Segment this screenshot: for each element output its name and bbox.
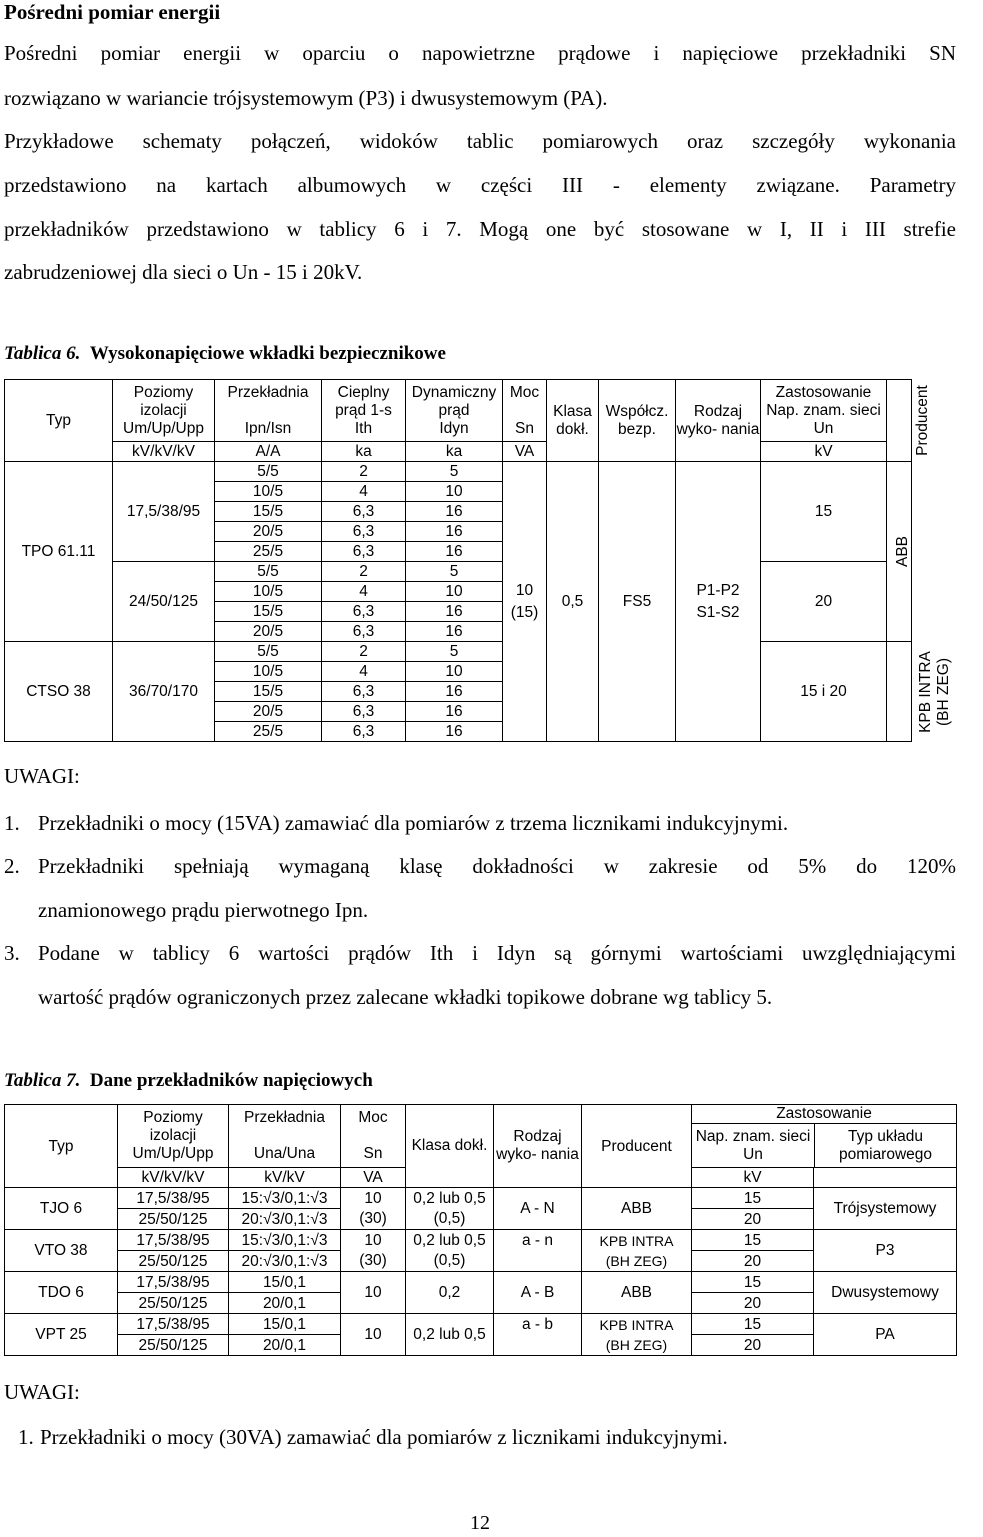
- t6-unit: kV/kV/kV: [113, 442, 215, 462]
- t6-header-typ: Typ: [5, 380, 113, 462]
- t7-producent: KPB INTRA (BH ZEG): [582, 1314, 692, 1356]
- t6-ith: 2: [322, 562, 406, 582]
- t7-un: 15: [692, 1314, 814, 1335]
- t6-unit: VA: [503, 442, 547, 462]
- note-text: wartość prądów ograniczonych przez zalecane wkładki topikowe dobrane wg tablicy 5.: [38, 985, 773, 1009]
- t6-level: 24/50/125: [113, 562, 215, 642]
- t6-voltage: 15: [761, 462, 887, 562]
- note-number: 1.: [4, 811, 20, 835]
- t7-header-nap: Nap. znam. sieci Un: [692, 1124, 815, 1167]
- t6-ith: 6,3: [322, 542, 406, 562]
- t7-ratio: 20/0,1: [229, 1293, 341, 1314]
- t7-level: 17,5/38/95: [118, 1188, 229, 1209]
- table7-caption-label: Tablica 7.: [4, 1070, 81, 1091]
- t6-idyn: 16: [406, 702, 503, 722]
- t7-level: 25/50/125: [118, 1209, 229, 1230]
- t6-type: TPO 61.11: [5, 462, 113, 642]
- t6-ratio: 10/5: [215, 662, 322, 682]
- intro-line: Przykładowe schematy połączeń, widoków tablic pomiarowych oraz szczegóły wykonania: [4, 129, 956, 153]
- t6-ith: 6,3: [322, 682, 406, 702]
- t7-rodzaj: a - n: [494, 1230, 582, 1272]
- t6-ith: 2: [322, 462, 406, 482]
- t6-type: CTSO 38: [5, 642, 113, 742]
- t7-ratio: 20:√3/0,1:√3: [229, 1209, 341, 1230]
- t6-header-nap: Nap. znam. sieci: [766, 401, 881, 419]
- t6-header-moc-sym: Sn: [515, 419, 534, 437]
- t7-moc: 10: [341, 1230, 406, 1251]
- t6-header-klasa: Klasa dokł.: [547, 380, 599, 462]
- t6-idyn: 10: [406, 582, 503, 602]
- page-heading: Pośredni pomiar energii: [4, 0, 221, 24]
- t7-un: 15: [692, 1188, 814, 1209]
- t6-header-cieplny-sym: Ith: [354, 419, 373, 437]
- t6-ratio: 5/5: [215, 462, 322, 482]
- t6-idyn: 5: [406, 642, 503, 662]
- t6-unit: ka: [322, 442, 406, 462]
- t7-producent: ABB: [582, 1188, 692, 1230]
- t7-header-rodzaj: Rodzaj wyko- nania: [494, 1105, 582, 1188]
- t7-ratio: 15/0,1: [229, 1314, 341, 1335]
- t7-type: TDO 6: [5, 1272, 118, 1314]
- t6-ratio: 20/5: [215, 522, 322, 542]
- t7-system: P3: [814, 1230, 957, 1272]
- t7-system: Dwusystemowy: [814, 1272, 957, 1314]
- t6-idyn: 16: [406, 622, 503, 642]
- t6-unit: ka: [406, 442, 503, 462]
- t7-ratio: 15:√3/0,1:√3: [229, 1188, 341, 1209]
- t7-unit: VA: [341, 1168, 406, 1188]
- t6-idyn: 16: [406, 502, 503, 522]
- t6-header-przekladnia-sym: Ipn/Isn: [244, 419, 292, 437]
- note-number: 2.: [4, 854, 20, 878]
- intro-line: zabrudzeniowej dla sieci o Un - 15 i 20kV.: [4, 260, 363, 284]
- t6-idyn: 16: [406, 722, 503, 742]
- t7-level: 25/50/125: [118, 1251, 229, 1272]
- t6-header-zastosowanie: Zastosowanie Nap. znam. sieci Un: [761, 380, 887, 442]
- t6-idyn: 16: [406, 602, 503, 622]
- notes7-title: UWAGI:: [4, 1380, 80, 1404]
- t7-producent: ABB: [582, 1272, 692, 1314]
- t7-unit-empty: [814, 1168, 957, 1188]
- t6-ith: 6,3: [322, 522, 406, 542]
- t7-klasa: 0,2: [406, 1272, 494, 1314]
- t6-header-moc: Moc Sn: [503, 380, 547, 442]
- t7-level: 17,5/38/95: [118, 1230, 229, 1251]
- t7-header-poziomy: Poziomy izolacji Um/Up/Upp: [118, 1105, 229, 1168]
- notes6-title: UWAGI:: [4, 764, 80, 788]
- t6-header-poziomy-sym: Um/Up/Upp: [123, 419, 204, 437]
- t7-un: 20: [692, 1293, 814, 1314]
- t6-ith: 4: [322, 662, 406, 682]
- t6-ratio: 25/5: [215, 722, 322, 742]
- t7-producent: KPB INTRA (BH ZEG): [582, 1230, 692, 1272]
- t6-header-cieplny: Cieplny prąd 1-s Ith: [322, 380, 406, 442]
- t6-idyn: 10: [406, 662, 503, 682]
- t6-header-poziomy: Poziomy izolacji Um/Up/Upp: [113, 380, 215, 442]
- t6-ith: 4: [322, 482, 406, 502]
- t6-ith: 4: [322, 582, 406, 602]
- t7-header-zastosowanie: [692, 1105, 957, 1168]
- t6-ith: 6,3: [322, 602, 406, 622]
- note-text: Podane w tablicy 6 wartości prądów Ith i Idyn są górnymi wartościami uwzględniającymi: [38, 941, 956, 965]
- t6-header-producent: Producent: [887, 380, 912, 462]
- t6-voltage: 20: [761, 562, 887, 642]
- t7-type: VTO 38: [5, 1230, 118, 1272]
- table6-caption-title: Wysokonapięciowe wkładki bezpiecznikowe: [89, 343, 446, 364]
- table6-caption: [4, 343, 446, 365]
- t6-ith: 6,3: [322, 502, 406, 522]
- note-number: 3.: [4, 941, 20, 965]
- t6-ith: 6,3: [322, 722, 406, 742]
- t6-level: 17,5/38/95: [113, 462, 215, 562]
- t6-header-przekladnia: Przekładnia Ipn/Isn: [215, 380, 322, 442]
- note-text: Przekładniki spełniają wymaganą klasę dokładności w zakresie od 5% do 120%: [38, 854, 956, 878]
- t6-idyn: 16: [406, 542, 503, 562]
- t7-klasa: 0,2 lub 0,5: [406, 1230, 494, 1251]
- t7-header-zastosowanie-title: Zastosowanie: [692, 1105, 956, 1124]
- t7-rodzaj: a - b: [494, 1314, 582, 1356]
- t7-level: 17,5/38/95: [118, 1272, 229, 1293]
- t7-klasa: 0,2 lub 0,5: [406, 1188, 494, 1209]
- t7-header-poziomy-sym: Um/Up/Upp: [132, 1145, 214, 1162]
- t6-klasa: 0,5: [547, 462, 599, 742]
- t6-rodzaj: P1-P2 S1-S2: [676, 462, 761, 742]
- t7-ratio: 20:√3/0,1:√3: [229, 1251, 341, 1272]
- t7-header-moc: Moc Sn: [341, 1105, 406, 1168]
- t7-header-producent: Producent: [582, 1105, 692, 1188]
- t7-type: TJO 6: [5, 1188, 118, 1230]
- t7-level: 17,5/38/95: [118, 1314, 229, 1335]
- t6-ratio: 5/5: [215, 562, 322, 582]
- t6-level: 36/70/170: [113, 642, 215, 742]
- table7: [4, 1104, 957, 1356]
- t6-ith: 6,3: [322, 622, 406, 642]
- intro-line: Pośredni pomiar energii w oparciu o napowietrzne prądowe i napięciowe przekładniki SN: [4, 41, 956, 65]
- t7-klasa: (0,5): [406, 1209, 494, 1230]
- t7-un: 15: [692, 1230, 814, 1251]
- t7-ratio: 15:√3/0,1:√3: [229, 1230, 341, 1251]
- t7-unit: kV/kV: [229, 1168, 341, 1188]
- note-text: Przekładniki o mocy (30VA) zamawiać dla pomiarów z licznikami indukcyjnymi.: [40, 1425, 728, 1449]
- t6-header-nap-sym: Un: [813, 419, 834, 437]
- t7-level: 25/50/125: [118, 1335, 229, 1356]
- note-number: 1.: [18, 1425, 34, 1449]
- t7-header-przekladnia: Przekładnia Una/Una: [229, 1105, 341, 1168]
- t7-system: Trójsystemowy: [814, 1188, 957, 1230]
- t6-header-dynamiczny: Dynamiczny prąd Idyn: [406, 380, 503, 442]
- t6-unit: A/A: [215, 442, 322, 462]
- t7-moc: (30): [341, 1209, 406, 1230]
- table6-caption-label: Tablica 6.: [4, 343, 81, 364]
- t7-header-klasa: Klasa dokł.: [406, 1105, 494, 1188]
- t7-system: PA: [814, 1314, 957, 1356]
- t7-header-typ-ukladu: Typ układu pomiarowego: [838, 1127, 933, 1163]
- t6-header-rodzaj: Rodzaj wyko- nania: [676, 380, 761, 462]
- t6-wspolcz: FS5: [599, 462, 676, 742]
- t6-producer: KPB INTRA (BH ZEG): [887, 642, 912, 742]
- t7-un: 20: [692, 1251, 814, 1272]
- t7-rodzaj: A - B: [494, 1272, 582, 1314]
- t6-ratio: 15/5: [215, 502, 322, 522]
- t7-klasa: (0,5): [406, 1251, 494, 1272]
- t7-un: 20: [692, 1209, 814, 1230]
- t6-idyn: 5: [406, 562, 503, 582]
- t7-klasa: 0,2 lub 0,5: [406, 1314, 494, 1356]
- t7-level: 25/50/125: [118, 1293, 229, 1314]
- t7-moc: 10: [341, 1188, 406, 1209]
- t7-rodzaj: A - N: [494, 1188, 582, 1230]
- t6-ratio: 10/5: [215, 482, 322, 502]
- t7-ratio: 15/0,1: [229, 1272, 341, 1293]
- t7-ratio: 20/0,1: [229, 1335, 341, 1356]
- t7-header-moc-sym: Sn: [363, 1145, 383, 1162]
- t6-ratio: 5/5: [215, 642, 322, 662]
- intro-line: przedstawiono na kartach albumowych w części III - elementy związane. Parametry: [4, 173, 956, 197]
- t6-header-dynamiczny-sym: Idyn: [439, 419, 469, 437]
- t6-voltage: 15 i 20: [761, 642, 887, 742]
- t7-moc: (30): [341, 1251, 406, 1272]
- t7-header-nap-sym: Un: [743, 1145, 763, 1163]
- t6-idyn: 16: [406, 682, 503, 702]
- t6-idyn: 10: [406, 482, 503, 502]
- t6-ith: 6,3: [322, 702, 406, 722]
- intro-line: przekładników przedstawiono w tablicy 6 i 7. Mogą one być stosowane w I, II i III strefie: [4, 217, 956, 241]
- table7-caption-title: Dane przekładników napięciowych: [89, 1070, 373, 1091]
- note-text: Przekładniki o mocy (15VA) zamawiać dla pomiarów z trzema licznikami indukcyjnymi.: [38, 811, 789, 835]
- t6-idyn: 16: [406, 522, 503, 542]
- table6: [4, 379, 952, 742]
- t6-ith: 2: [322, 642, 406, 662]
- t7-unit: kV: [692, 1168, 814, 1188]
- t6-ratio: 20/5: [215, 622, 322, 642]
- t6-ratio: 10/5: [215, 582, 322, 602]
- note-text: znamionowego prądu pierwotnego Ipn.: [38, 898, 369, 922]
- t6-ratio: 25/5: [215, 542, 322, 562]
- t6-producer: ABB: [887, 462, 912, 642]
- t6-header-wspolcz: Współcz. bezp.: [599, 380, 676, 462]
- t7-un: 15: [692, 1272, 814, 1293]
- t7-header-typ: Typ: [5, 1105, 118, 1188]
- t7-moc: 10: [341, 1314, 406, 1356]
- t7-un: 20: [692, 1335, 814, 1356]
- t7-moc: 10: [341, 1272, 406, 1314]
- t7-header-przekladnia-sym: Una/Una: [253, 1145, 316, 1162]
- t6-moc: 10 (15): [503, 462, 547, 742]
- t6-ratio: 15/5: [215, 602, 322, 622]
- page-number: 12: [470, 1512, 490, 1534]
- t6-ratio: 20/5: [215, 702, 322, 722]
- t7-type: VPT 25: [5, 1314, 118, 1356]
- table7-caption: [4, 1070, 373, 1092]
- t7-unit: kV/kV/kV: [118, 1168, 229, 1188]
- t6-ratio: 15/5: [215, 682, 322, 702]
- t6-idyn: 5: [406, 462, 503, 482]
- t6-unit: kV: [761, 442, 887, 462]
- intro-line: rozwiązano w wariancie trójsystemowym (P3) i dwusystemowym (PA).: [4, 86, 608, 110]
